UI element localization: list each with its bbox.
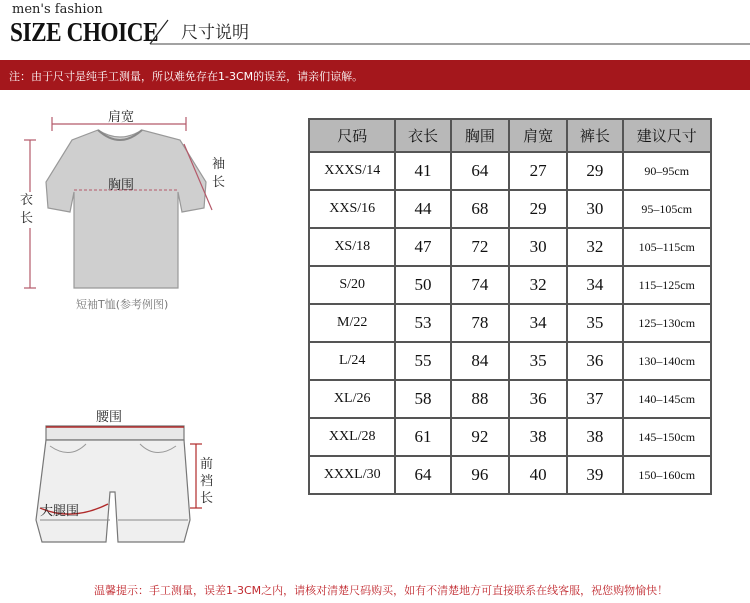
cell-length: 53 <box>396 305 451 343</box>
cell-size: XXXS/14 <box>310 153 396 191</box>
cell-chest: 88 <box>452 381 510 419</box>
cell-length: 55 <box>396 343 451 381</box>
table-row <box>310 305 712 343</box>
cell-size: S/20 <box>310 267 396 305</box>
cell-length: 58 <box>396 381 451 419</box>
cell-pants: 35 <box>568 305 623 343</box>
cell-height: 90–95cm <box>624 153 712 191</box>
cell-chest: 96 <box>452 457 510 495</box>
cell-chest: 78 <box>452 305 510 343</box>
cell-height: 95–105cm <box>624 191 712 229</box>
cell-size: M/22 <box>310 305 396 343</box>
cell-size: XS/18 <box>310 229 396 267</box>
cell-size: XXS/16 <box>310 191 396 229</box>
cell-chest: 92 <box>452 419 510 457</box>
cell-pants: 30 <box>568 191 623 229</box>
cell-length: 64 <box>396 457 451 495</box>
table-row <box>310 419 712 457</box>
cell-height: 105–115cm <box>624 229 712 267</box>
rise-label: 前裆长 <box>200 457 214 506</box>
notice-text: 注：由于尺寸是纯手工测量，所以难免存在1-3CM的误差，请亲们谅解。 <box>9 70 364 83</box>
cell-shoulder: 35 <box>510 343 568 381</box>
cell-shoulder: 40 <box>510 457 568 495</box>
cell-height: 150–160cm <box>624 457 712 495</box>
cell-pants: 38 <box>568 419 623 457</box>
cell-length: 44 <box>396 191 451 229</box>
cell-shoulder: 27 <box>510 153 568 191</box>
cell-chest: 64 <box>452 153 510 191</box>
cell-shoulder: 32 <box>510 267 568 305</box>
cell-pants: 39 <box>568 457 623 495</box>
header-length: 衣长 <box>396 120 451 153</box>
cell-chest: 74 <box>452 267 510 305</box>
cell-height: 130–140cm <box>624 343 712 381</box>
cell-chest: 68 <box>452 191 510 229</box>
tshirt-illustration <box>0 100 300 315</box>
table-header-row <box>310 120 712 153</box>
waist-label: 腰围 <box>96 410 123 425</box>
cell-height: 145–150cm <box>624 419 712 457</box>
cell-height: 115–125cm <box>624 267 712 305</box>
header-size: 尺码 <box>310 120 396 153</box>
tshirt-caption: 短袖T恤(参考例图) <box>76 298 169 311</box>
header-height: 建议尺寸 <box>624 120 712 153</box>
shorts-diagram <box>0 400 300 570</box>
cell-height: 140–145cm <box>624 381 712 419</box>
thigh-label: 大腿围 <box>40 504 80 519</box>
cell-pants: 36 <box>568 343 623 381</box>
shorts-illustration <box>0 400 300 570</box>
sleeve-label: 袖长 <box>212 157 226 190</box>
table-row <box>310 381 712 419</box>
table-row <box>310 229 712 267</box>
cell-height: 125–130cm <box>624 305 712 343</box>
header-chest: 胸围 <box>452 120 510 153</box>
footer-tip: 温馨提示：手工测量，误差1-3CM之内，请核对清楚尺码购买，如有不清楚地方可直接联系在线客服，祝您购物愉快！ <box>94 584 669 597</box>
cell-size: XXL/28 <box>310 419 396 457</box>
cell-shoulder: 36 <box>510 381 568 419</box>
cell-chest: 84 <box>452 343 510 381</box>
tshirt-diagram <box>0 100 300 315</box>
cell-length: 61 <box>396 419 451 457</box>
table-row <box>310 267 712 305</box>
cell-length: 41 <box>396 153 451 191</box>
cell-shoulder: 38 <box>510 419 568 457</box>
size-table <box>308 118 712 495</box>
header-pants: 裤长 <box>568 120 623 153</box>
cell-pants: 34 <box>568 267 623 305</box>
brand-tagline: men's fashion <box>12 2 103 17</box>
shoulder-label: 肩宽 <box>108 110 135 125</box>
table-row <box>310 343 712 381</box>
brand-title: SIZE CHOICE <box>10 17 159 47</box>
header-divider <box>0 0 750 60</box>
cell-shoulder: 34 <box>510 305 568 343</box>
cell-length: 50 <box>396 267 451 305</box>
cell-size: XXXL/30 <box>310 457 396 495</box>
cell-pants: 32 <box>568 229 623 267</box>
chest-label: 胸围 <box>108 178 135 193</box>
table-row <box>310 457 712 495</box>
cell-size: XL/26 <box>310 381 396 419</box>
cell-chest: 72 <box>452 229 510 267</box>
page-subtitle: 尺寸说明 <box>181 23 249 43</box>
table-row <box>310 153 712 191</box>
cell-shoulder: 30 <box>510 229 568 267</box>
cell-length: 47 <box>396 229 451 267</box>
cell-pants: 29 <box>568 153 623 191</box>
cell-size: L/24 <box>310 343 396 381</box>
header-shoulder: 肩宽 <box>510 120 568 153</box>
cell-pants: 37 <box>568 381 623 419</box>
cell-shoulder: 29 <box>510 191 568 229</box>
length-label: 衣长 <box>20 193 34 226</box>
table-row <box>310 191 712 229</box>
notice-bar <box>0 60 750 90</box>
